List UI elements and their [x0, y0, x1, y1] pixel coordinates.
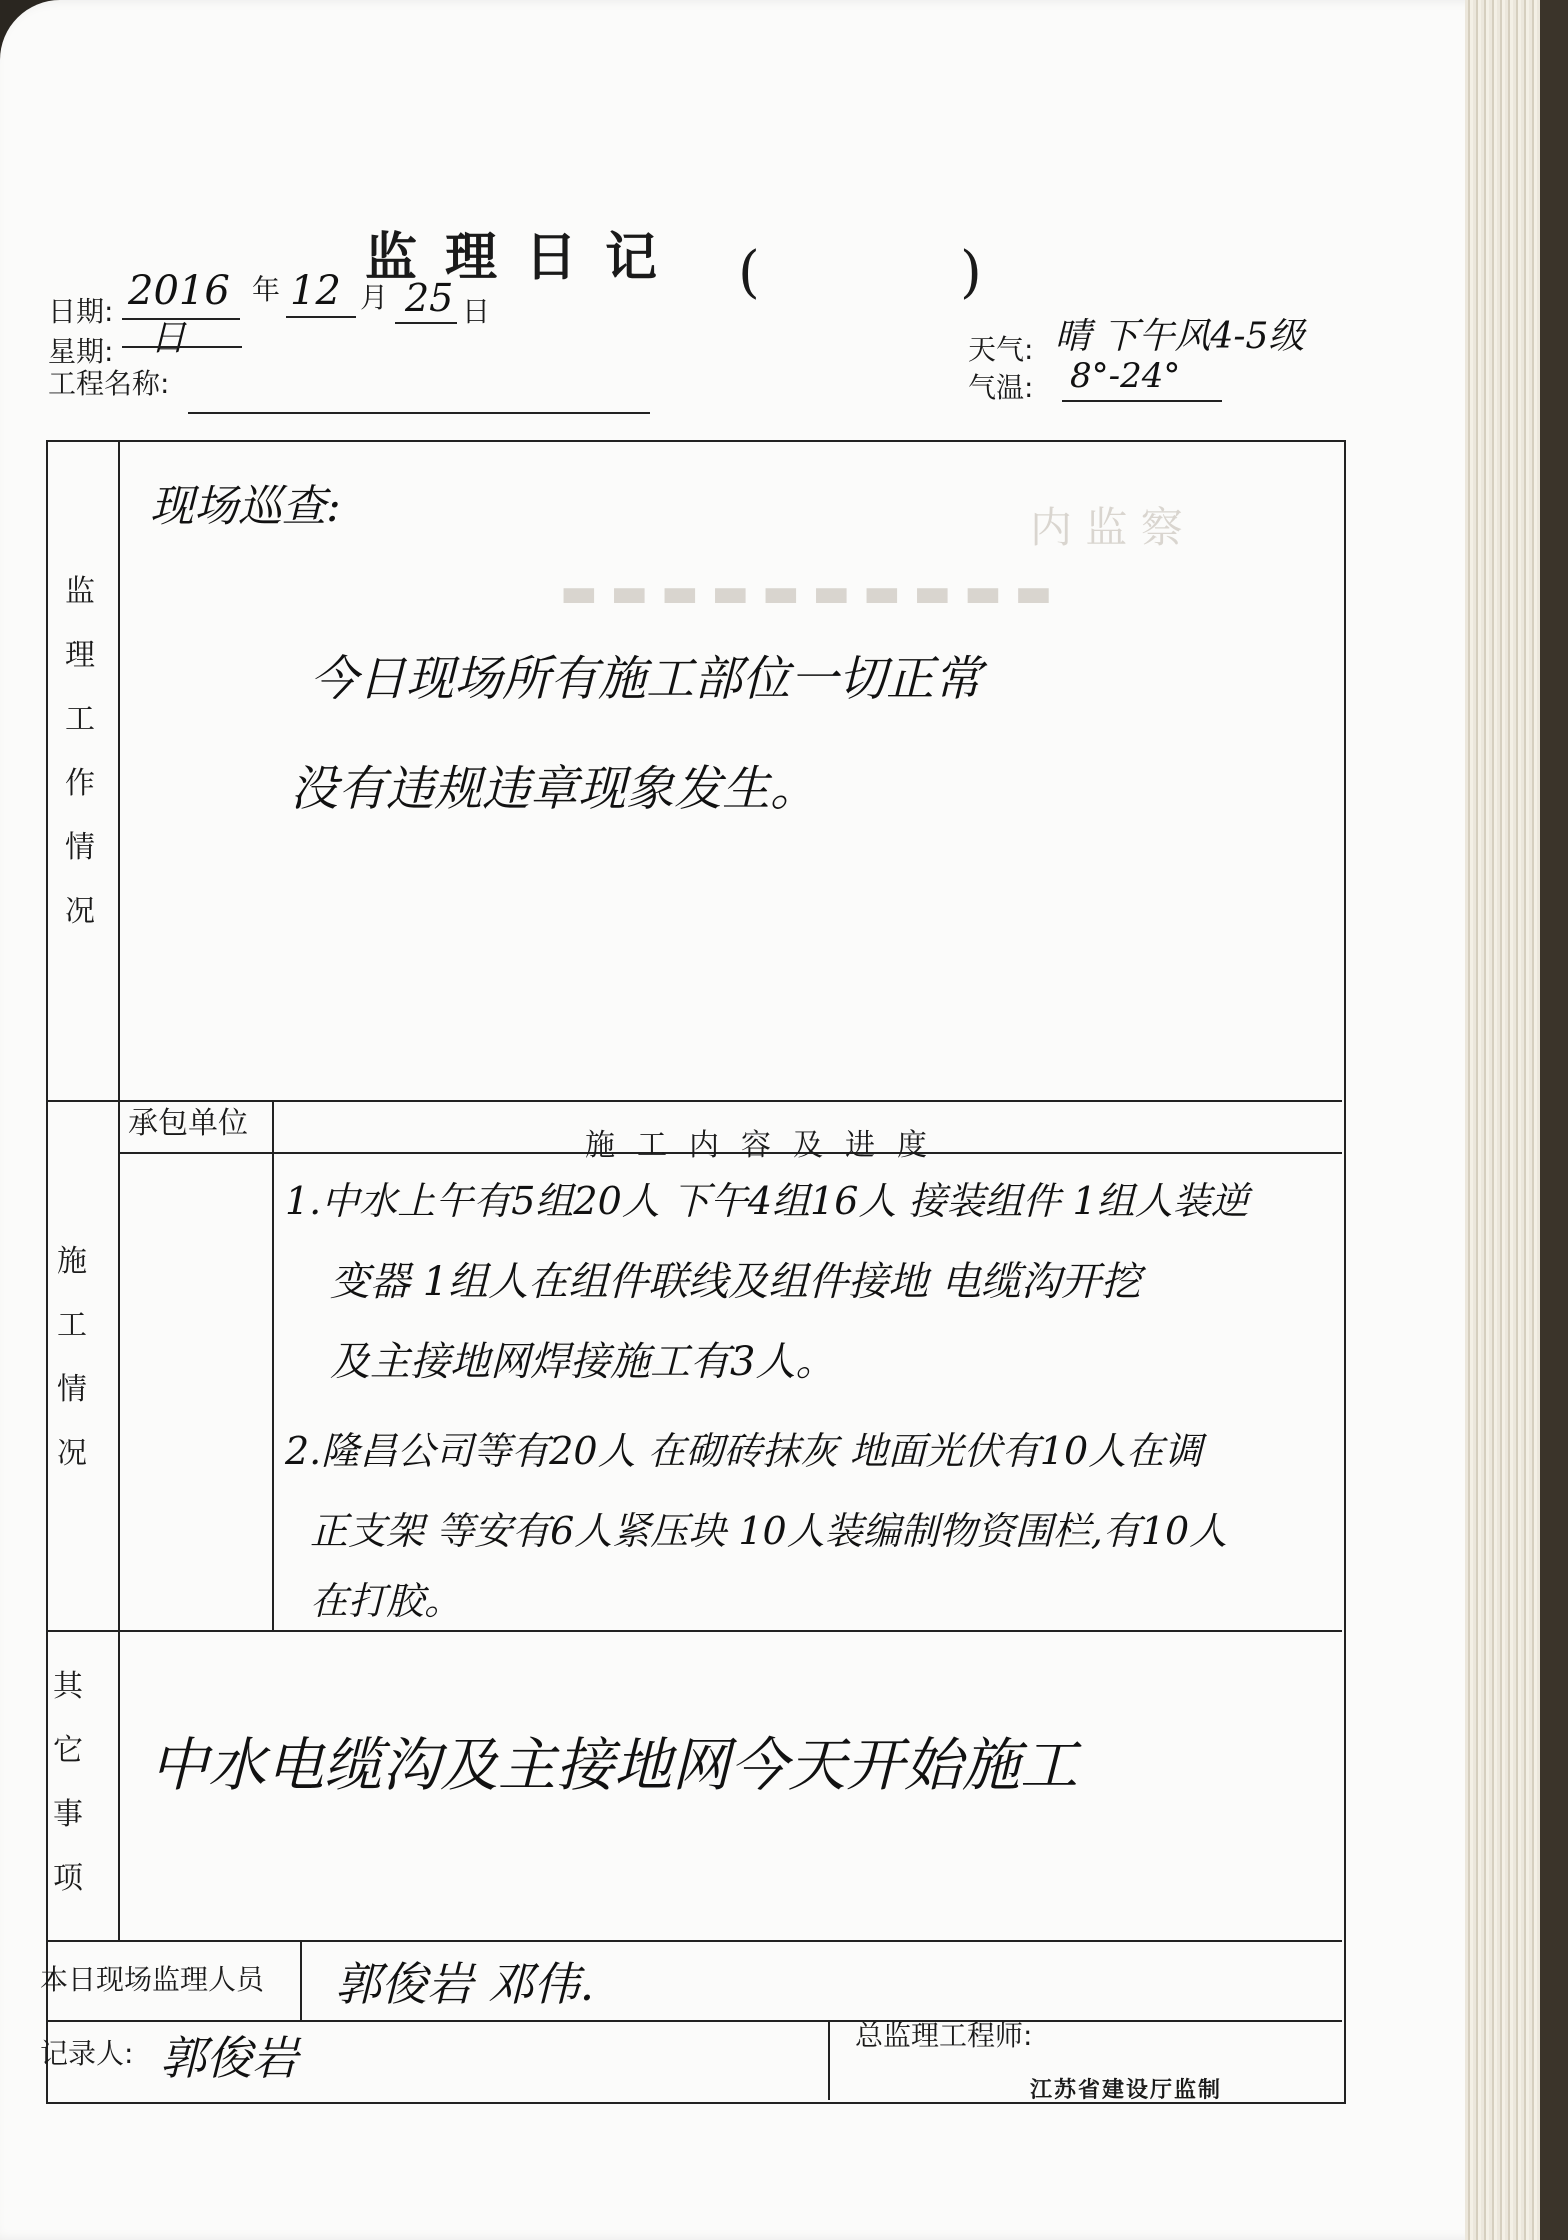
day-underline — [395, 322, 457, 324]
section-divider-2 — [46, 1630, 1342, 1632]
staff-names: 郭俊岩 邓伟. — [335, 1957, 595, 2011]
staff-label-divider — [300, 1940, 302, 2020]
date-day: 25 — [405, 276, 454, 320]
contractor-column-divider — [272, 1100, 274, 1630]
bleed-through-mark: 内 监 察 — [1030, 503, 1183, 552]
construction-line-3: 及主接地网焊接施工有3人。 — [330, 1339, 836, 1385]
progress-header: 施工内容及进度 — [585, 1128, 949, 1163]
publisher-stamp: 江苏省建设厅监制 — [1030, 2078, 1223, 2103]
construction-line-6: 在打胶。 — [310, 1579, 463, 1623]
construction-line-5: 正支架 等安有6人紧压块 10人装编制物资围栏,有10人 — [310, 1509, 1228, 1553]
temp-value: 8°-24° — [1070, 356, 1181, 396]
weekday-value: 日 — [150, 318, 187, 359]
construction-line-4: 2.隆昌公司等有20人 在砌砖抹灰 地面光伏有10人在调 — [285, 1429, 1203, 1473]
title-paren-right: ) — [960, 240, 982, 305]
contractor-header: 承包单位 — [128, 1106, 248, 1141]
section-divider-3 — [46, 1940, 1342, 1942]
month-unit: 月 — [360, 281, 389, 314]
temp-label: 气温: — [968, 371, 1034, 404]
recorder-label: 记录人: — [40, 2037, 134, 2070]
weekday-underline — [122, 346, 242, 348]
supervision-section-label: 监 理 工 作 情 况 — [65, 574, 95, 929]
staff-label: 本日现场监理人员 — [40, 1963, 265, 1996]
background-edge — [1540, 0, 1568, 2240]
month-underline — [286, 316, 356, 318]
supervision-line-1: 今日现场所有施工部位一切正常 — [310, 651, 983, 707]
weather-label: 天气: — [968, 333, 1034, 366]
bleed-through-mark: ▬ ▬ ▬ ▬ ▬ ▬ ▬ ▬ ▬ ▬ — [560, 570, 1053, 616]
weekday-label: 星期: — [48, 335, 114, 368]
weather-value: 晴 下午风4-5级 — [1055, 316, 1305, 357]
construction-line-2: 变器 1组人在组件联线及组件接地 电缆沟开挖 — [330, 1259, 1141, 1305]
construction-line-1: 1.中水上午有5组20人 下午4组16人 接装组件 1组人装逆 — [285, 1179, 1249, 1223]
chief-engineer-label: 总监理工程师: — [855, 2019, 1033, 2052]
construction-section-label: 施 工 情 况 — [57, 1244, 87, 1471]
supervision-line-2: 没有违规违章现象发生。 — [290, 761, 819, 817]
other-section-label: 其 它 事 项 — [53, 1669, 83, 1896]
year-unit: 年 — [252, 273, 281, 306]
form-title: 监理日记 — [365, 227, 686, 288]
temp-underline — [1062, 400, 1222, 402]
date-label: 日期: — [48, 295, 114, 328]
recorder-chief-divider — [828, 2020, 830, 2100]
other-line: 中水电缆沟及主接地网今天开始施工 — [150, 1731, 1079, 1799]
date-year: 2016 — [128, 268, 230, 314]
project-label: 工程名称: — [48, 367, 170, 400]
supervision-heading: 现场巡查: — [150, 481, 341, 532]
label-column-divider — [118, 440, 120, 1940]
date-month: 12 — [290, 268, 341, 314]
recorder-name: 郭俊岩 — [160, 2031, 298, 2085]
day-unit: 日 — [462, 295, 491, 328]
title-paren-left: ( — [738, 240, 760, 305]
project-underline — [188, 412, 650, 414]
